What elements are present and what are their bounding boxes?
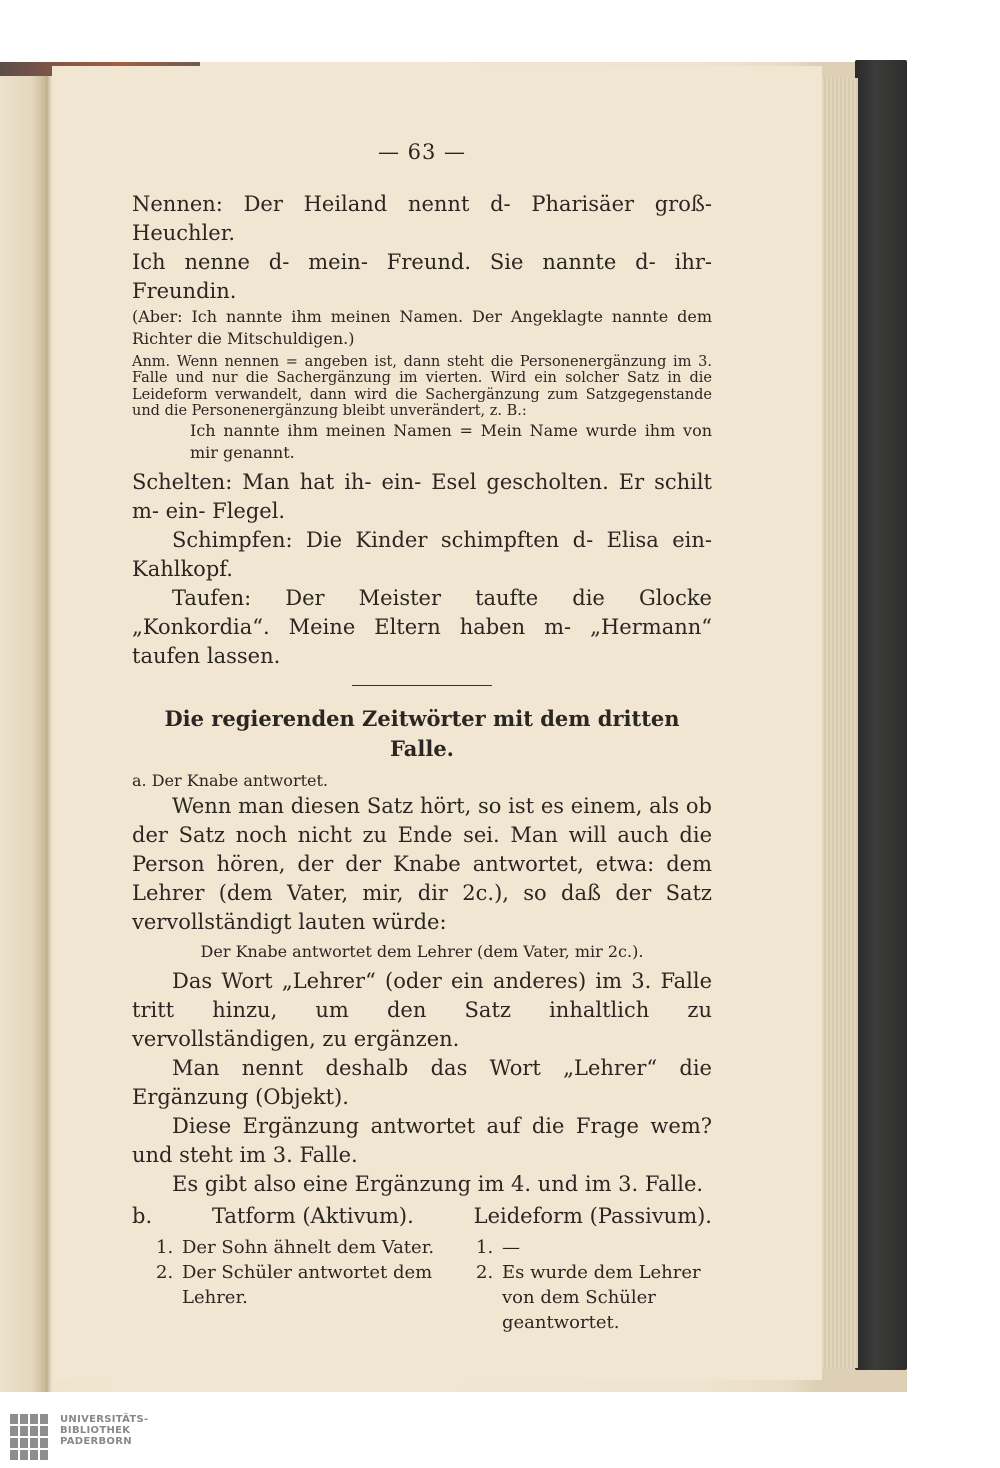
text-line: Schimpfen: Die Kinder schimpften d- Elisa ein- Kahlkopf.	[132, 527, 712, 581]
scan-right-margin	[907, 60, 1000, 1392]
left-page-edge	[0, 76, 46, 1392]
text-paragraph: Wenn man diesen Satz hört, so ist es einem, als ob der Satz noch nicht zu Ende sei. Man will auch die Person hören, der der Knabe antwortet, etwa: dem Lehrer (dem Vater, mir, dir 2c.), so daß der Satz vervollständigt lauten würde:	[132, 793, 712, 934]
scan-top-margin-overlay	[0, 0, 1000, 62]
row-number: 2.	[476, 1261, 494, 1283]
table-row	[156, 1260, 456, 1310]
footer-bar	[0, 1392, 1000, 1468]
library-logo	[10, 1414, 149, 1460]
logo-line: PADERBORN	[60, 1436, 132, 1447]
text-line: Ich nenne d- mein- Freund. Sie nannte d- ihr- Freundin.	[132, 250, 712, 303]
row-text: Es wurde dem Lehrer von dem Schüler geantwortet.	[502, 1261, 701, 1333]
page-number: — 63 —	[377, 140, 467, 164]
text-line: Taufen: Der Meister taufte die Glocke „Konkordia“. Meine Eltern haben m- „Hermann“ taufen lassen.	[132, 585, 712, 668]
text-line: Nennen: Der Heiland nennt d- Pharisäer groß- Heuchler.	[132, 192, 712, 245]
table-column-passive	[456, 1235, 712, 1335]
text-line: Schelten: Man hat ih- ein- Esel gescholten. Er schilt m- ein- Flegel.	[132, 469, 712, 523]
library-logo-text	[60, 1414, 149, 1447]
section-divider	[352, 685, 492, 686]
row-text: Der Schüler antwortet dem Lehrer.	[182, 1261, 433, 1308]
library-logo-icon	[10, 1414, 50, 1460]
table-body	[132, 1235, 712, 1335]
row-text: —	[502, 1236, 520, 1258]
logo-line: BIBLIOTHEK	[60, 1425, 131, 1436]
table-header	[132, 1201, 712, 1231]
row-number: 1.	[156, 1236, 174, 1258]
page-content	[132, 140, 712, 1335]
text-line: a. Der Knabe antwortet.	[132, 770, 328, 790]
table-row	[476, 1260, 712, 1335]
section-heading: Die regierenden Zeitwörter mit dem dritten Falle.	[164, 705, 680, 761]
page-stack-edges	[818, 78, 858, 1368]
table-label: b.	[132, 1203, 153, 1228]
table-head-left: Tatform (Aktivum).	[211, 1203, 414, 1228]
book-back-cover	[855, 60, 907, 1370]
logo-line: UNIVERSITÄTS-	[60, 1414, 149, 1425]
text-paragraph: Diese Ergänzung antwortet auf die Frage wem? und steht im 3. Falle.	[132, 1113, 712, 1167]
text-line: (Aber: Ich nannte ihm meinen Namen. Der Angeklagte nannte dem Richter die Mitschuldigen.)	[132, 307, 712, 348]
table-row	[156, 1235, 456, 1260]
annotation-note: Anm. Wenn nennen = angeben ist, dann steht die Personenergänzung im 3. Falle und nur die Sachergänzung im vierten. Wird ein solcher Satz in die Leideform verwandelt, dann wird die Sachergänzung zum Satzgegenstande und die Personenergänzung bleibt unverändert, z. B.:	[132, 354, 712, 420]
text-paragraph: Das Wort „Lehrer“ (oder ein anderes) im 3. Falle tritt hinzu, um den Satz inhaltlich zu vervollständigen, zu ergänzen.	[132, 968, 712, 1051]
example-line: Ich nannte ihm meinen Namen = Mein Name wurde ihm von mir genannt.	[190, 420, 712, 462]
table-column-active	[132, 1235, 456, 1335]
table-row	[476, 1235, 712, 1260]
row-text: Der Sohn ähnelt dem Vater.	[182, 1236, 435, 1258]
row-number: 2.	[156, 1261, 174, 1283]
text-paragraph: Man nennt deshalb das Wort „Lehrer“ die Ergänzung (Objekt).	[132, 1055, 712, 1109]
table-head-right: Leideform (Passivum).	[473, 1203, 712, 1228]
row-number: 1.	[476, 1236, 494, 1258]
example-line: Der Knabe antwortet dem Lehrer (dem Vater, mir 2c.).	[200, 941, 644, 961]
text-line: Es gibt also eine Ergänzung im 4. und im 3. Falle.	[172, 1171, 704, 1196]
